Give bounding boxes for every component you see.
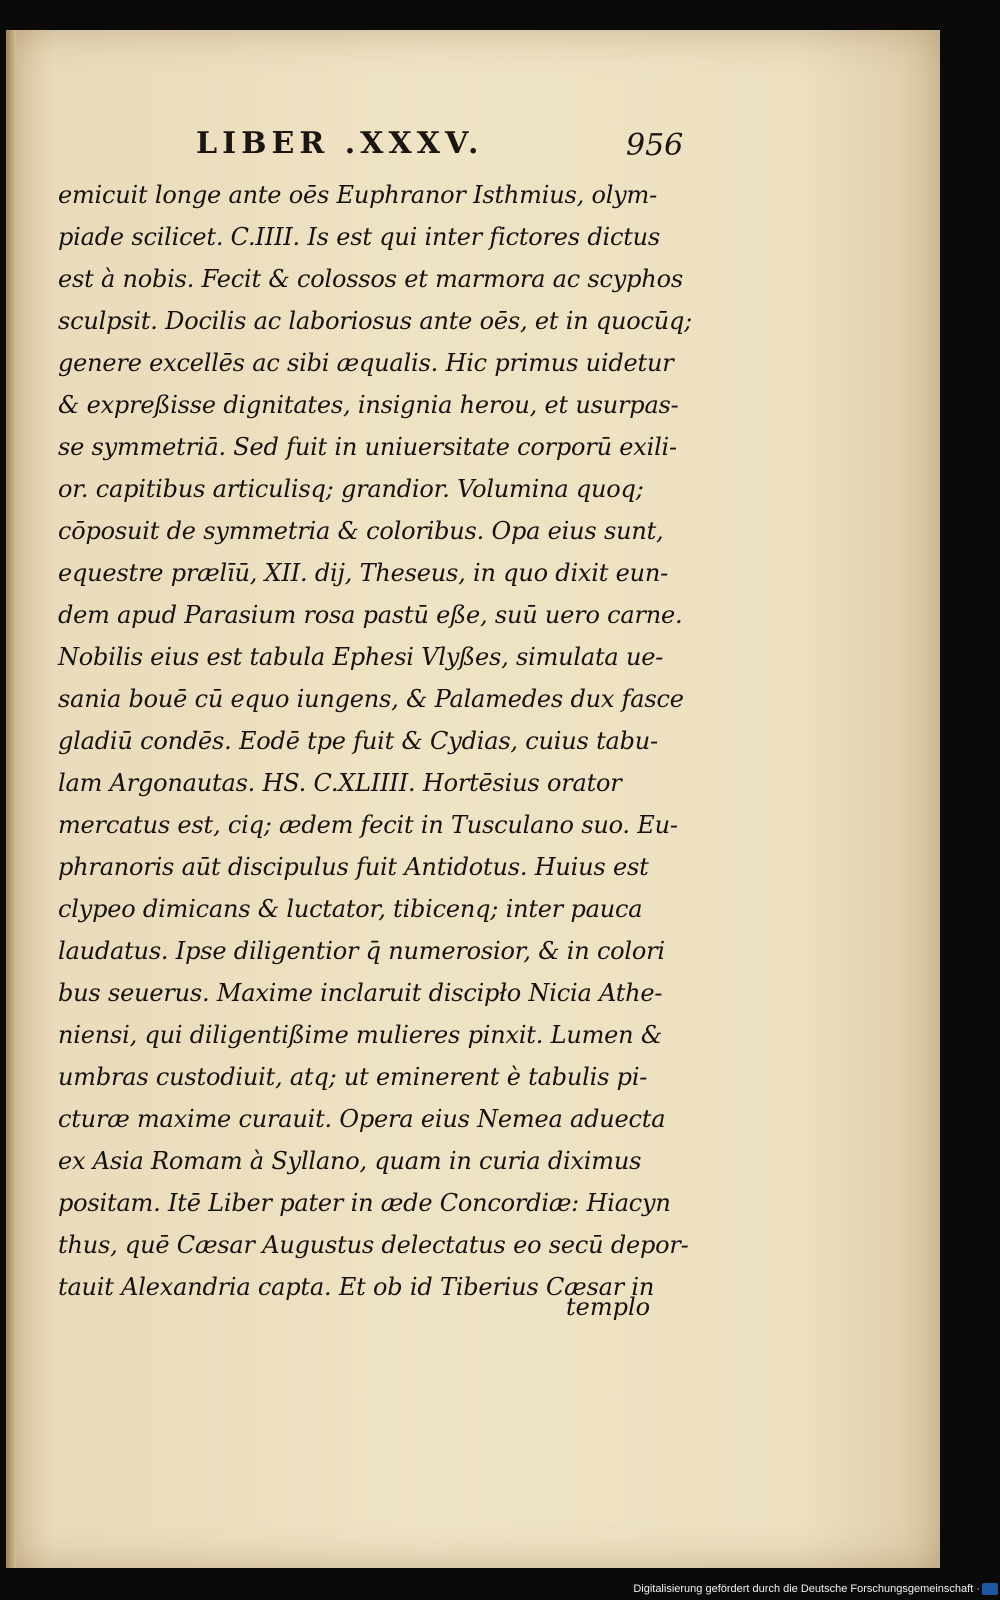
text-line: laudatus. Ipse diligentior q̄ numerosior, & in colori [58, 937, 665, 965]
text-line: positam. Itē Liber pater in æde Concordiæ: Hiacyn [58, 1189, 671, 1217]
text-line: sculpsit. Docilis ac laboriosus ante oēs, et in quocūq; [58, 307, 693, 335]
text-line: thus, quē Cæsar Augustus delectatus eo secū depor- [58, 1231, 689, 1259]
page-gutter-edge [6, 30, 16, 1568]
text-line: cōposuit de symmetria & coloribus. Opa eius sunt, [58, 517, 664, 545]
text-line: est à nobis. Fecit & colossos et marmora ac scyphos [58, 265, 683, 293]
text-line: & expreßisse dignitates, insignia herou, et usurpas- [58, 391, 679, 419]
text-line: umbras custodiuit, atq; ut eminerent è tabulis pi- [58, 1063, 648, 1091]
text-line: emicuit longe ante oēs Euphranor Isthmius, olym- [58, 181, 658, 209]
dfg-logo-icon [982, 1583, 998, 1595]
digitization-footer [0, 1580, 1000, 1600]
folio-number: 956 [626, 128, 684, 163]
text-line: cturæ maxime curauit. Opera eius Nemea aduecta [58, 1105, 666, 1133]
running-head [196, 126, 684, 166]
text-line: phranoris aūt discipulus fuit Antidotus. Huius est [58, 853, 649, 881]
text-line: genere excellēs ac sibi æqualis. Hic primus uidetur [58, 349, 674, 377]
text-line: lam Argonautas. HS. C.XLIIII. Hortēsius orator [58, 769, 622, 797]
text-line: se symmetriā. Sed fuit in uniuersitate corporū exili- [58, 433, 677, 461]
text-line: gladiū condēs. Eodē tpe fuit & Cydias, cuius tabu- [58, 727, 658, 755]
text-line: tauit Alexandria capta. Et ob id Tiberius Cæsar in [58, 1273, 655, 1301]
text-line: niensi, qui diligentißime mulieres pinxit. Lumen & [58, 1021, 663, 1049]
text-line: equestre prælīū, XII. dij, Theseus, in quo dixit eun- [58, 559, 669, 587]
catchword: templo [566, 1293, 651, 1321]
text-line: ex Asia Romam à Syllano, quam in curia diximus [58, 1147, 642, 1175]
text-block [58, 176, 693, 1336]
footer-credit: Digitalisierung gefördert durch die Deutsche Forschungsgemeinschaft · [633, 1583, 980, 1595]
text-line: clypeo dimicans & luctator, tibicenq; inter pauca [58, 895, 643, 923]
text-line: mercatus est, ciq; ædem fecit in Tusculano suo. Eu- [58, 811, 678, 839]
text-line: or. capitibus articulisq; grandior. Volumina quoq; [58, 475, 644, 503]
book-page [6, 30, 940, 1568]
running-title: LIBER .XXXV. [196, 126, 484, 161]
text-line: piade scilicet. C.IIII. Is est qui inter fictores dictus [58, 223, 661, 251]
text-line: sania bouē cū equo iungens, & Palamedes dux fasce [58, 685, 684, 713]
text-line: dem apud Parasium rosa pastū eße, suū uero carne. [58, 601, 683, 629]
text-line: Nobilis eius est tabula Ephesi Vlyßes, simulata ue- [58, 643, 664, 671]
text-line: bus seuerus. Maxime inclaruit discipło Nicia Athe- [58, 979, 663, 1007]
